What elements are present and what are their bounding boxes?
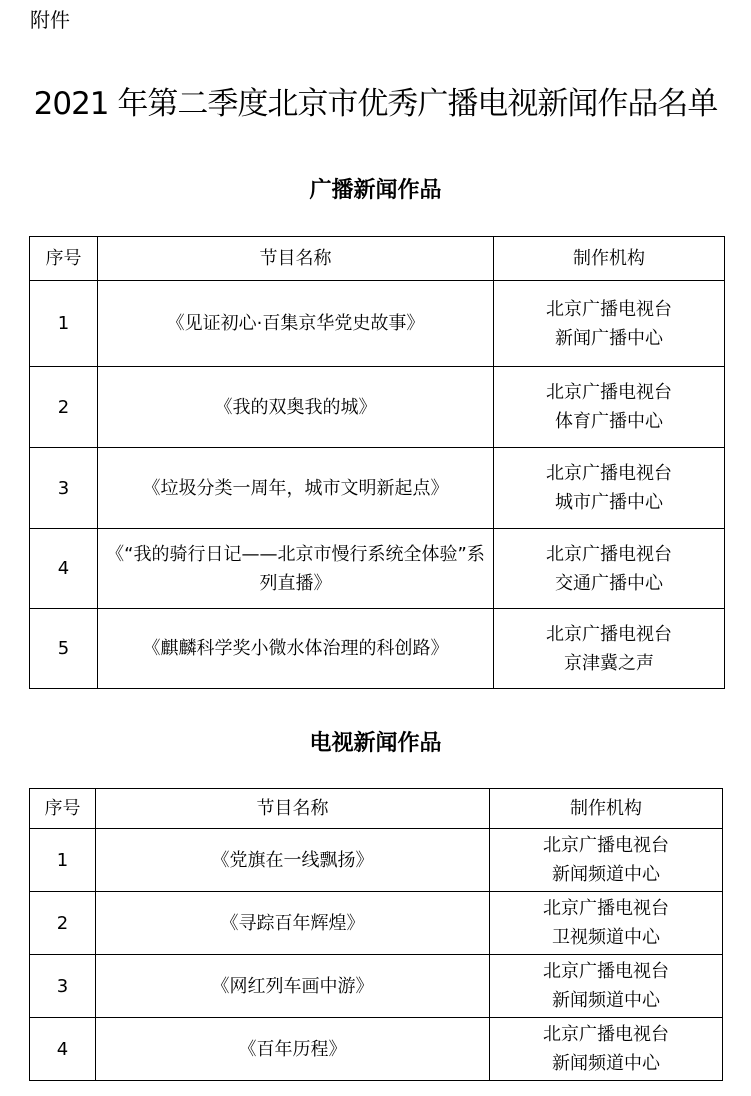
producer (494, 529, 725, 609)
producer (494, 367, 725, 448)
producer (490, 1018, 723, 1081)
row-number: 3 (30, 448, 98, 529)
table-header-row (30, 789, 723, 829)
row-number: 2 (30, 892, 96, 955)
table-row (30, 448, 725, 529)
producer-line-1: 北京广播电视台 (543, 898, 669, 919)
row-number: 1 (30, 829, 96, 892)
row-number: 4 (30, 529, 98, 609)
producer (490, 892, 723, 955)
producer-line-2: 新闻频道中心 (552, 990, 660, 1011)
producer-line-2: 城市广播中心 (555, 492, 663, 513)
row-number: 4 (30, 1018, 96, 1081)
table-row (30, 829, 723, 892)
row-number: 2 (30, 367, 98, 448)
program-name: 《麒麟科学奖小微水体治理的科创路》 (98, 609, 494, 689)
table-row (30, 1018, 723, 1081)
table-row (30, 955, 723, 1018)
producer (490, 955, 723, 1018)
producer-line-1: 北京广播电视台 (546, 463, 672, 484)
program-name: 《“我的骑行日记——北京市慢行系统全体验”系列直播》 (98, 529, 494, 609)
producer-line-1: 北京广播电视台 (546, 623, 672, 645)
column-header-number: 序号 (30, 237, 98, 281)
table-row (30, 367, 725, 448)
producer-line-1: 北京广播电视台 (543, 1024, 669, 1045)
tv-section-heading: 电视新闻作品 (309, 730, 442, 756)
program-name: 《寻踪百年辉煌》 (96, 892, 490, 955)
tv-news-table (29, 788, 723, 1081)
column-header-program-name: 节目名称 (96, 789, 490, 829)
column-header-producer: 制作机构 (490, 789, 723, 829)
program-name: 《网红列车画中游》 (96, 955, 490, 1018)
producer (494, 281, 725, 367)
program-name: 《我的双奥我的城》 (98, 367, 494, 448)
table-row (30, 892, 723, 955)
table-header-row (30, 237, 725, 281)
table-row (30, 609, 725, 689)
producer-line-2: 交通广播中心 (555, 572, 663, 594)
producer-line-1: 北京广播电视台 (546, 382, 672, 403)
row-number: 5 (30, 609, 98, 689)
producer-line-1: 北京广播电视台 (543, 835, 669, 856)
producer-line-1: 北京广播电视台 (546, 298, 672, 320)
program-name: 《党旗在一线飘扬》 (96, 829, 490, 892)
row-number: 3 (30, 955, 96, 1018)
producer-line-1: 北京广播电视台 (543, 961, 669, 982)
producer-line-1: 北京广播电视台 (546, 543, 672, 565)
producer-line-2: 新闻频道中心 (552, 1053, 660, 1074)
producer-line-2: 体育广播中心 (555, 411, 663, 432)
producer (490, 829, 723, 892)
document-title: 2021 年第二季度北京市优秀广播电视新闻作品名单 (33, 86, 718, 122)
program-name: 《垃圾分类一周年，城市文明新起点》 (98, 448, 494, 529)
producer-line-2: 京津冀之声 (564, 652, 654, 674)
producer (494, 609, 725, 689)
radio-section-heading: 广播新闻作品 (309, 177, 442, 203)
table-row (30, 529, 725, 609)
program-name: 《见证初心·百集京华党史故事》 (98, 281, 494, 367)
producer-line-2: 新闻频道中心 (552, 864, 660, 885)
producer-line-2: 新闻广播中心 (555, 327, 663, 349)
producer-line-2: 卫视频道中心 (552, 927, 660, 948)
table-row (30, 281, 725, 367)
column-header-number: 序号 (30, 789, 96, 829)
column-header-producer: 制作机构 (494, 237, 725, 281)
attachment-label: 附件 (30, 8, 70, 32)
radio-news-table (29, 236, 725, 689)
program-name: 《百年历程》 (96, 1018, 490, 1081)
column-header-program-name: 节目名称 (98, 237, 494, 281)
producer (494, 448, 725, 529)
row-number: 1 (30, 281, 98, 367)
